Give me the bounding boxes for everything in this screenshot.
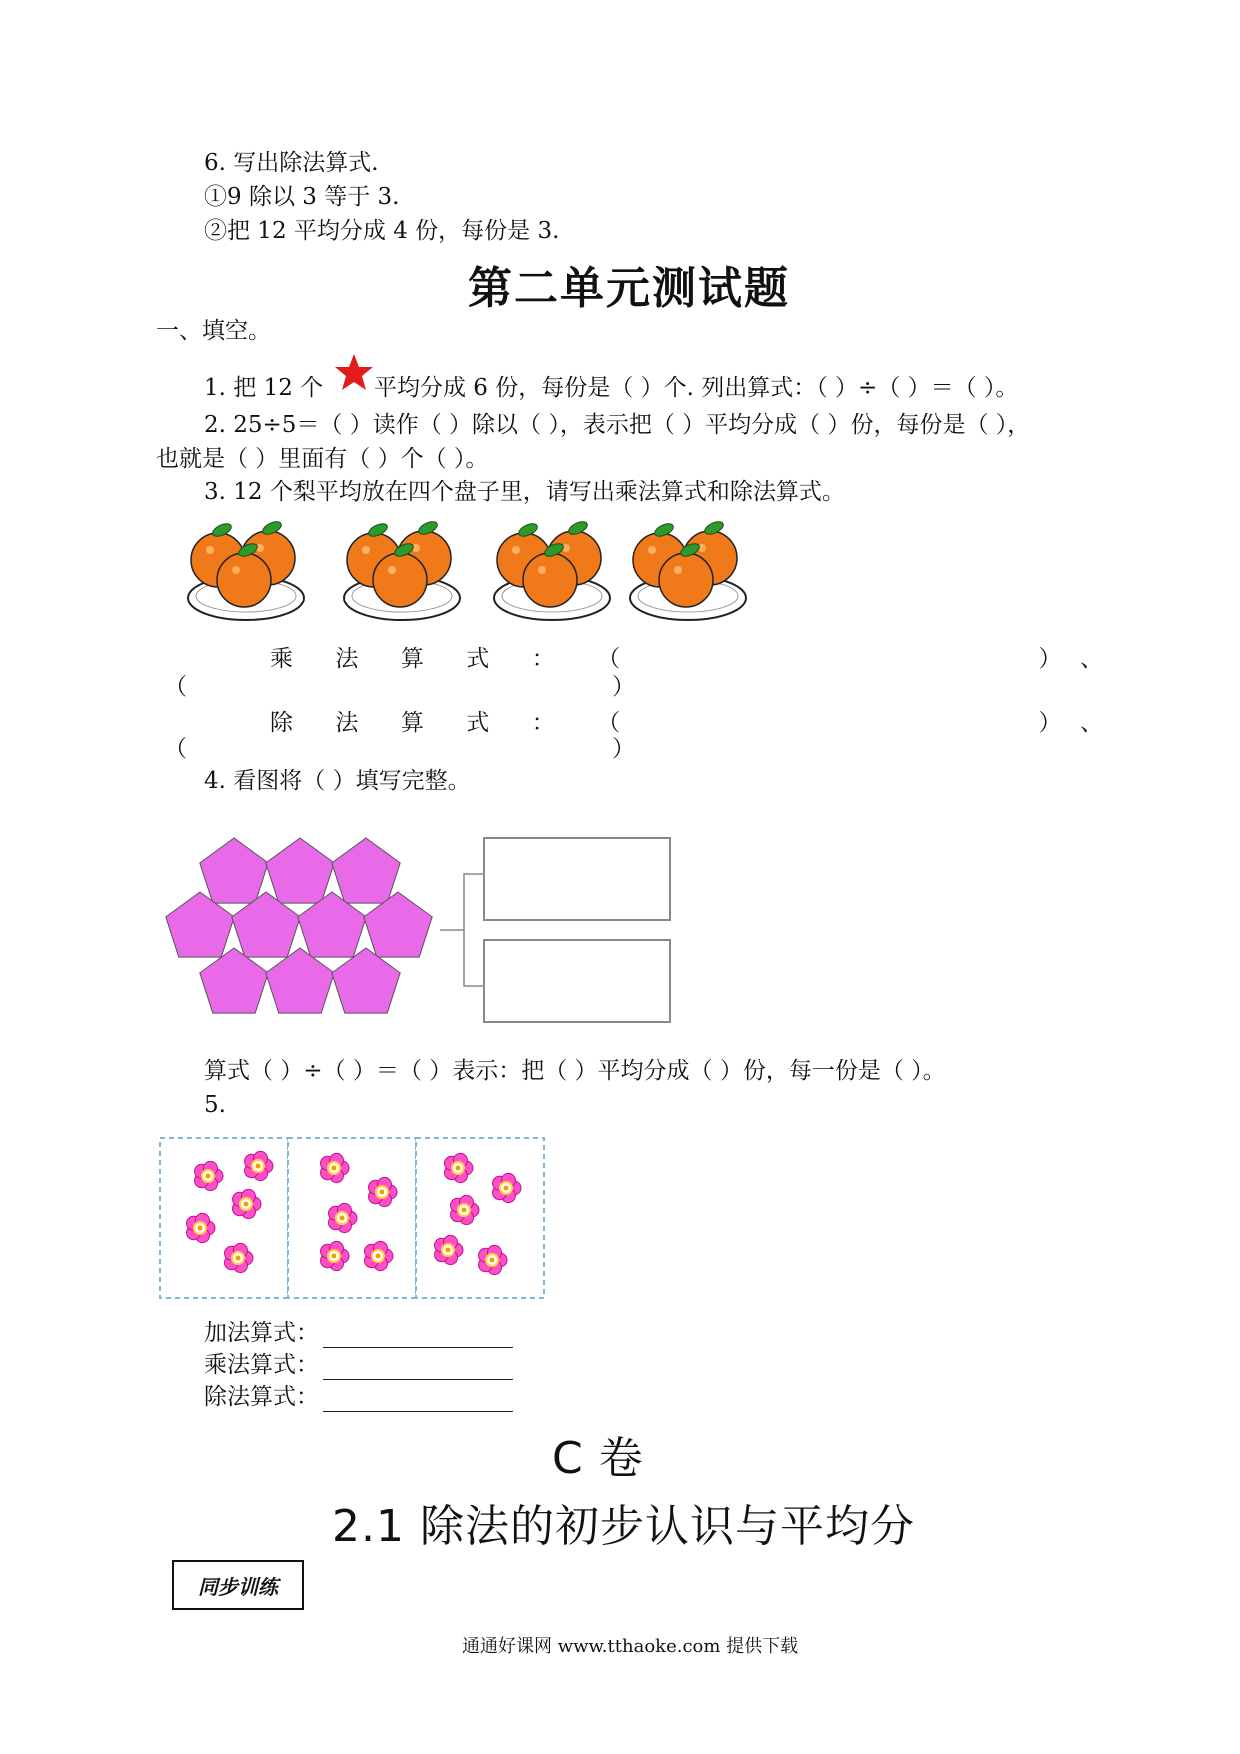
div-char-4: 式 xyxy=(466,710,490,736)
orange-plate-1 xyxy=(188,519,304,620)
orange xyxy=(373,553,427,607)
q4-formula: 算式（ ）÷（ ）＝（ ）表示：把（ ）平均分成（ ）份，每一份是（ ）。 xyxy=(204,1058,946,1084)
q6-title: 6. 写出除法算式. xyxy=(204,150,379,176)
div-char-1: 除 xyxy=(270,710,293,736)
mult-formula-row xyxy=(204,1350,513,1380)
footer-credit: 通通好课网 www.tthaoke.com 提供下载 xyxy=(462,1636,799,1657)
q1-text-b: 平均分成 6 份，每份是（ ）个. 列出算式：（ ）÷（ ）＝（ ）。 xyxy=(374,375,1019,401)
mult-char-1: 乘 xyxy=(270,646,293,672)
pentagon xyxy=(266,948,334,1013)
orange xyxy=(523,553,577,607)
div-char-2: 法 xyxy=(335,710,359,736)
bracket-line xyxy=(464,874,484,986)
volume-c-heading: C 卷 xyxy=(552,1433,644,1484)
answer-box-top xyxy=(484,838,670,920)
div-open-paren: （ xyxy=(597,710,621,736)
mult-char-5: ： xyxy=(531,646,555,672)
flower-group-box xyxy=(416,1138,544,1298)
q4-text: 4. 看图将（ ）填写完整。 xyxy=(204,768,471,794)
div-separator: 、 xyxy=(1079,710,1103,736)
sync-training-badge: 同步训练 xyxy=(172,1560,304,1610)
mult-char-3: 算 xyxy=(400,646,424,672)
div-close-paren: ） xyxy=(1038,710,1062,736)
q6-item-2: ②把 12 平均分成 4 份，每份是 3. xyxy=(204,218,560,244)
pentagons-figure xyxy=(158,826,678,1026)
orange xyxy=(217,553,271,607)
add-formula-row xyxy=(204,1318,513,1348)
answer-box-bottom xyxy=(484,940,670,1022)
mult-answer-open: （ xyxy=(164,674,187,700)
star-icon xyxy=(334,352,374,392)
div-formula-blank[interactable] xyxy=(323,1389,513,1412)
q5-label: 5. xyxy=(204,1092,226,1118)
orange-plate-2 xyxy=(344,519,460,620)
div-answer-close: ） xyxy=(612,736,635,762)
mult-char-2: 法 xyxy=(335,646,359,672)
add-formula-blank[interactable] xyxy=(323,1325,513,1348)
unit-title: 第二单元测试题 xyxy=(468,263,790,314)
pentagon xyxy=(332,838,400,903)
mult-char-4: 式 xyxy=(466,646,490,672)
orange-plate-4 xyxy=(630,519,746,620)
div-answer-open: （ xyxy=(164,736,187,762)
pentagon xyxy=(200,948,268,1013)
pentagon xyxy=(266,838,334,903)
lesson-title: 2.1 除法的初步认识与平均分 xyxy=(332,1501,915,1552)
mult-formula-label: 乘法算式： xyxy=(204,1352,319,1378)
section-heading: 一、填空。 xyxy=(156,318,271,344)
orange-plates-image xyxy=(176,518,776,628)
mult-formula-blank[interactable] xyxy=(323,1357,513,1380)
flowers-figure xyxy=(158,1136,548,1304)
orange xyxy=(659,553,713,607)
mult-open-paren: （ xyxy=(597,646,621,672)
div-char-3: 算 xyxy=(400,710,424,736)
pentagon xyxy=(332,948,400,1013)
q2-line-1: 2. 25÷5＝（ ）读作（ ）除以（ ），表示把（ ）平均分成（ ）份，每份是（ ）， xyxy=(204,412,1031,438)
orange-plate-3 xyxy=(494,519,610,620)
q2-line-2: 也就是（ ）里面有（ ）个（ ）。 xyxy=(156,446,489,472)
div-formula-label: 除法算式： xyxy=(204,1384,319,1410)
mult-answer-close: ） xyxy=(612,674,635,700)
div-formula-row xyxy=(204,1382,513,1412)
q6-item-1: ①9 除以 3 等于 3. xyxy=(204,184,400,210)
pentagon xyxy=(200,838,268,903)
mult-close-paren: ） xyxy=(1038,646,1062,672)
add-formula-label: 加法算式： xyxy=(204,1320,319,1346)
q3-text: 3. 12 个梨平均放在四个盘子里，请写出乘法算式和除法算式。 xyxy=(204,479,845,505)
mult-separator: 、 xyxy=(1079,646,1103,672)
div-char-5: ： xyxy=(531,710,555,736)
q1-text-a: 1. 把 12 个 xyxy=(204,375,324,401)
